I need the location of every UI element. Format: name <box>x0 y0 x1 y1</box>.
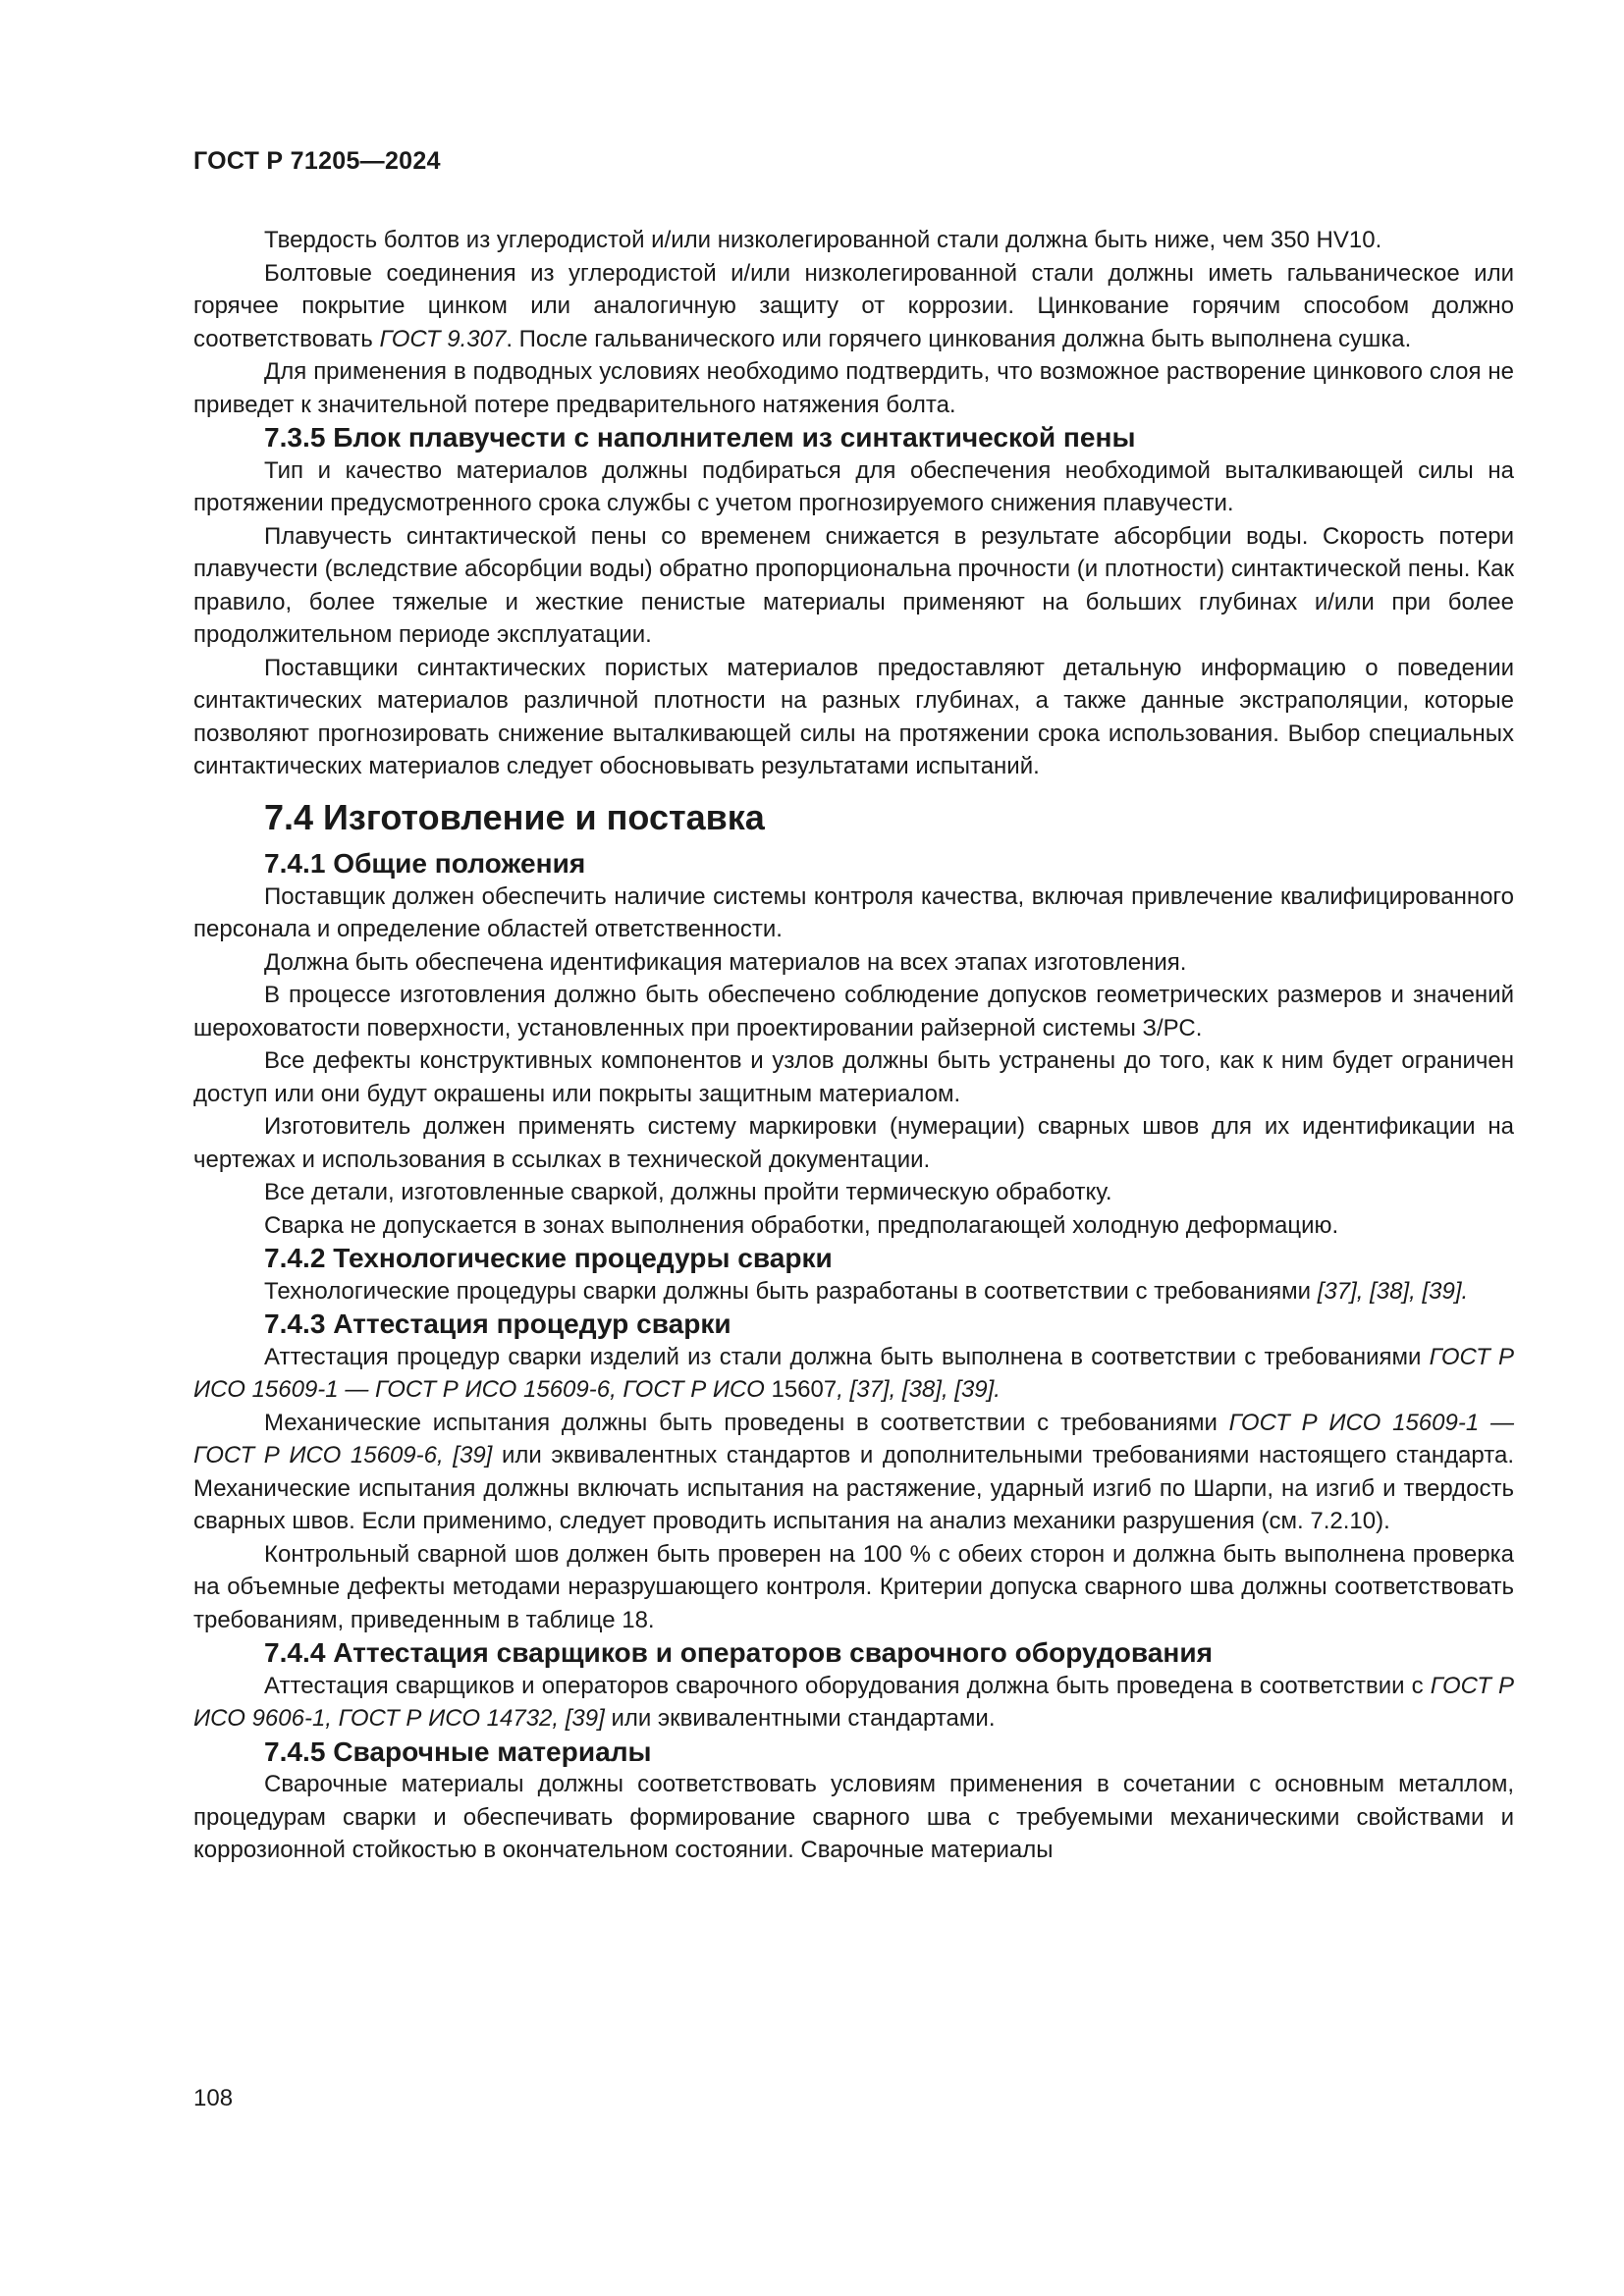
clause-heading-7-4-1: 7.4.1 Общие положения <box>264 848 586 879</box>
paragraph: Для применения в подводных условиях необходимо подтвердить, что возможное растворение цинкового слоя не приведет к значительной потере предварительного натяжения болта. <box>193 358 1514 418</box>
section-heading-7-4: 7.4 Изготовление и поставка <box>264 796 765 837</box>
standard-reference: ГОСТ Р ИСО 9606-1, ГОСТ Р ИСО 14732, [39] <box>193 1672 1514 1732</box>
paragraph: Аттестация процедур сварки изделий из стали должна быть выполнена в соответствии с требованиями ГОСТ Р ИСО 15609-1 — ГОСТ Р ИСО 15609-6, ГОСТ Р ИСО 15607, [37], [38], [39]. <box>193 1343 1514 1403</box>
document-body <box>193 224 1514 1867</box>
paragraph: Твердость болтов из углеродистой и/или низколегированной стали должна быть ниже, чем 350 HV10. <box>264 227 1382 253</box>
standard-reference: ГОСТ 9.307 <box>379 325 507 352</box>
paragraph: Контрольный сварной шов должен быть проверен на 100 % с обеих сторон и должна быть выполнена проверка на объемные дефекты методами неразрушающего контроля. Критерии допуска сварного шва должны соответствовать требованиям, приведенным в таблице 18. <box>193 1540 1514 1633</box>
page-number: 108 <box>193 2085 234 2111</box>
standard-reference: ГОСТ Р ИСО 15609-1 — ГОСТ Р ИСО 15609-6, [39] <box>193 1409 1514 1468</box>
clause-heading-7-4-5: 7.4.5 Сварочные материалы <box>264 1735 652 1767</box>
paragraph: Тип и качество материалов должны подбираться для обеспечения необходимой выталкивающей силы на протяжении предусмотренного срока службы с учетом прогнозируемого снижения плавучести. <box>193 456 1514 516</box>
standard-reference: , [37], [38], [39]. <box>837 1376 1001 1403</box>
paragraph: Все дефекты конструктивных компонентов и узлов должны быть устранены до того, как к ним будет ограничен доступ или они будут окрашены или покрыты защитным материалом. <box>193 1047 1514 1107</box>
clause-heading-7-4-4: 7.4.4 Аттестация сварщиков и операторов сварочного оборудования <box>264 1637 1214 1668</box>
paragraph: Все детали, изготовленные сваркой, должны пройти термическую обработку. <box>264 1179 1112 1205</box>
paragraph: В процессе изготовления должно быть обеспечено соблюдение допусков геометрических размеров и значений шероховатости поверхности, установленных при проектировании райзерной системы З/РС. <box>193 982 1514 1041</box>
paragraph: Плавучесть синтактической пены со временем снижается в результате абсорбции воды. Скорость потери плавучести (вследствие абсорбции воды) обратно пропорциональна прочности (и плотности) синтактической пены. Как правило, более тяжелые и жесткие пенистые материалы применяют на больших глубинах и/или при более продолжительном периоде эксплуатации. <box>193 522 1514 648</box>
standard-reference: [37], [38], [39]. <box>1317 1277 1469 1305</box>
paragraph: Поставщики синтактических пористых материалов предоставляют детальную информацию о поведении синтактических материалов различной плотности на разных глубинах, а также данные экстраполяции, которые позволяют прогнозировать снижение выталкивающей силы на протяжении срока использования. Выбор специальных синтактических материалов следует обосновывать результатами испытаний. <box>193 654 1514 779</box>
clause-heading-7-4-3: 7.4.3 Аттестация процедур сварки <box>264 1308 731 1339</box>
paragraph: Изготовитель должен применять систему маркировки (нумерации) сварных швов для их идентификации на чертежах и использования в ссылках в технической документации. <box>193 1113 1514 1173</box>
paragraph: Болтовые соединения из углеродистой и/или низколегированной стали должны иметь гальваническое или горячее покрытие цинком или аналогичную защиту от коррозии. Цинкование горячим способом должно соответствовать ГОСТ 9.307. После гальванического или горячего цинкования должна быть выполнена сушка. <box>193 259 1514 352</box>
paragraph: Механические испытания должны быть проведены в соответствии с требованиями ГОСТ Р ИСО 15609-1 — ГОСТ Р ИСО 15609-6, [39] или эквивалентных стандартов и дополнительными требованиями настоящего стандарта. Механические испытания должны включать испытания на растяжение, ударный изгиб по Шарпи, на изгиб и твердость сварных швов. Если применимо, следует проводить испытания на анализ механики разрушения (см. 7.2.10). <box>193 1409 1514 1534</box>
paragraph: Сварка не допускается в зонах выполнения обработки, предполагающей холодную деформацию. <box>264 1211 1339 1239</box>
document-code-header: ГОСТ Р 71205—2024 <box>193 147 441 175</box>
paragraph: Поставщик должен обеспечить наличие системы контроля качества, включая привлечение квалифицированного персонала и определение областей ответственности. <box>193 882 1514 942</box>
standard-reference: ГОСТ Р ИСО 15609-1 — ГОСТ Р ИСО 15609-6, ГОСТ Р ИСО <box>193 1343 1514 1403</box>
clause-heading-7-3-5: 7.3.5 Блок плавучести с наполнителем из синтактической пены <box>264 422 1136 453</box>
paragraph: Сварочные материалы должны соответствовать условиям применения в сочетании с основным металлом, процедурам сварки и обеспечивать формирование сварного шва с требуемыми механическими свойствами и коррозионной стойкостью в окончательном состоянии. Сварочные материалы <box>193 1771 1514 1863</box>
paragraph: Должна быть обеспечена идентификация материалов на всех этапах изготовления. <box>264 948 1187 976</box>
paragraph: Технологические процедуры сварки должны быть разработаны в соответствии с требованиями [37], [38], [39]. <box>264 1277 1469 1305</box>
paragraph: Аттестация сварщиков и операторов сварочного оборудования должна быть проведена в соответствии с ГОСТ Р ИСО 9606-1, ГОСТ Р ИСО 14732, [39] или эквивалентными стандартами. <box>193 1672 1514 1732</box>
clause-heading-7-4-2: 7.4.2 Технологические процедуры сварки <box>264 1243 833 1273</box>
